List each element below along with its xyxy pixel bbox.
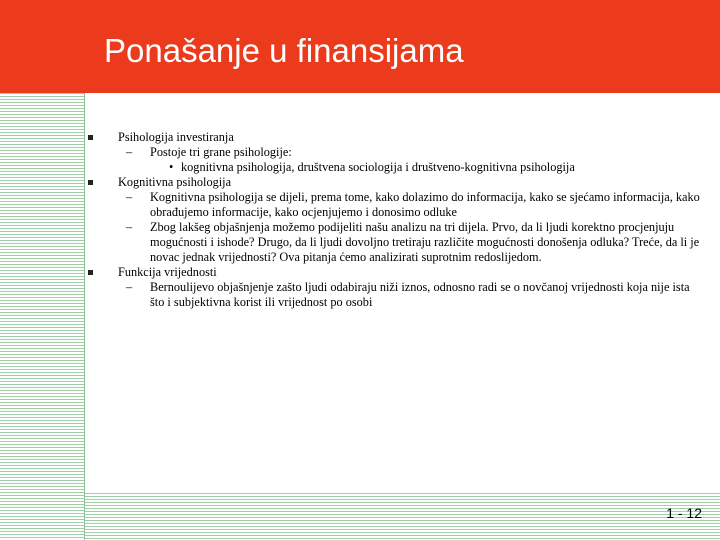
sub-item-text: Postoje tri grane psihologije: [150, 145, 292, 159]
dash-bullet-icon: – [126, 190, 133, 204]
slide-title: Ponašanje u finansijama [104, 32, 464, 69]
bottom-stripe-panel [85, 493, 720, 540]
sub-sub-item-text: kognitivna psihologija, društvena sociologija i društveno-kognitivna psihologija [181, 160, 575, 174]
bullet-text: Kognitivna psihologija [118, 175, 232, 189]
sub-item [85, 145, 705, 160]
dot-bullet-icon: • [169, 160, 174, 174]
title-bar [0, 0, 720, 93]
page-number: 1 - 12 [666, 505, 702, 521]
sub-sub-item [85, 160, 705, 175]
square-bullet-icon [88, 180, 93, 185]
bullet-item [85, 130, 705, 145]
sub-item-text: Bernoulijevo objašnjenje zašto ljudi odabiraju niži iznos, odnosno radi se o novčanoj vrijednosti koja nije ista što i subjektivna korist ili vrijednost po osobi [150, 280, 690, 309]
sub-item-text: Zbog lakšeg objašnjenja možemo podijeliti našu analizu na tri dijela. Prvo, da li ljudi korektno procjenjuju mogućnosti i ishode? Drugo, da li ljudi dovoljno tretiraju različite mogućnosti donošenja odluka? Treće, da li je novac jednak vrijednosti? Ova pitanja ćemo analizirati suprotnim redoslijedom. [150, 220, 700, 264]
dash-bullet-icon: – [126, 220, 133, 234]
sub-item [85, 280, 705, 310]
square-bullet-icon [88, 270, 93, 275]
sub-item-text: Kognitivna psihologija se dijeli, prema tome, kako dolazimo do informacija, kako se sjećamo informacija, kako obrađujemo informacije, kako ocjenjujemo i donosimo odluke [150, 190, 700, 219]
dash-bullet-icon: – [126, 280, 133, 294]
bullet-text: Funkcija vrijednosti [118, 265, 217, 279]
slide-content [85, 130, 705, 310]
square-bullet-icon [88, 135, 93, 140]
bullet-text: Psihologija investiranja [118, 130, 234, 144]
bullet-item [85, 265, 705, 280]
sub-item [85, 190, 705, 220]
sub-item [85, 220, 705, 265]
dash-bullet-icon: – [126, 145, 133, 159]
bullet-item [85, 175, 705, 190]
left-stripe-panel [0, 93, 84, 540]
